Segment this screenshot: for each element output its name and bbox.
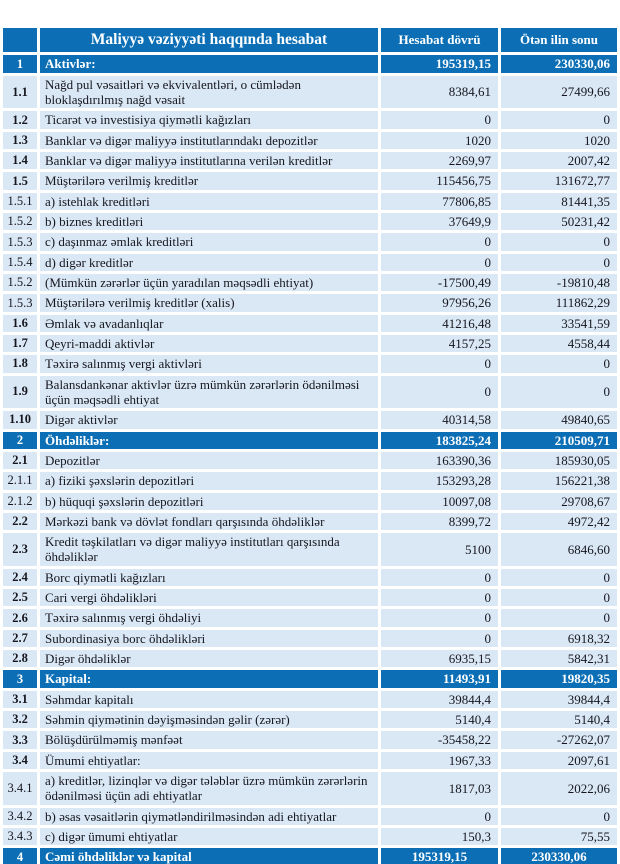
value-previous-year-end-cell: 19820,35 <box>501 670 617 687</box>
row-label-cell: a) fiziki şəxslərin depozitləri <box>40 472 378 489</box>
row-number-cell: 3 <box>3 670 37 687</box>
table-row <box>3 452 617 469</box>
row-number-cell: 2.4 <box>3 569 37 586</box>
column-header-previous-year-end: Ötən ilin sonu <box>501 28 617 52</box>
row-label-cell: Kapital: <box>40 670 378 687</box>
row-number-cell: 1.5 <box>3 172 37 189</box>
row-number-cell: 1.5.1 <box>3 193 37 210</box>
value-current-period-cell: 2269,97 <box>381 152 498 169</box>
value-current-period-cell: 10097,08 <box>381 493 498 510</box>
row-number-cell: 1.5.3 <box>3 294 37 311</box>
row-label-cell: Səhmin qiymətinin dəyişməsindən gəlir (zərər) <box>40 711 378 728</box>
value-current-period-cell: 4157,25 <box>381 335 498 352</box>
table-row <box>3 274 617 291</box>
row-number-cell: 1.5.3 <box>3 233 37 250</box>
table-row <box>3 848 617 864</box>
table-row <box>3 193 617 210</box>
financial-statement-table <box>0 25 620 864</box>
row-label-cell: Öhdəliklər: <box>40 432 378 449</box>
table-row <box>3 376 617 409</box>
row-number-cell: 3.1 <box>3 691 37 708</box>
row-number-cell: 3.4.1 <box>3 772 37 805</box>
table-row <box>3 472 617 489</box>
value-current-period-cell: 183825,24 <box>381 432 498 449</box>
table-row <box>3 711 617 728</box>
value-current-period-cell: 0 <box>381 630 498 647</box>
row-number-cell: 2.1 <box>3 452 37 469</box>
row-number-cell: 2.2 <box>3 513 37 530</box>
row-label-cell: c) daşınmaz əmlak kreditləri <box>40 233 378 250</box>
row-number-cell: 1.5.4 <box>3 254 37 271</box>
value-previous-year-end-cell: 49840,65 <box>501 411 617 428</box>
value-previous-year-end-cell: 210509,71 <box>501 432 617 449</box>
row-number-cell: 3.4 <box>3 752 37 769</box>
value-previous-year-end-cell: 230330,06 <box>501 55 617 72</box>
value-previous-year-end-cell: 29708,67 <box>501 493 617 510</box>
value-current-period-cell: -17500,49 <box>381 274 498 291</box>
value-previous-year-end-cell: 2022,06 <box>501 772 617 805</box>
value-previous-year-end-cell: 81441,35 <box>501 193 617 210</box>
table-body <box>3 55 617 864</box>
value-previous-year-end-cell: 0 <box>501 808 617 825</box>
value-previous-year-end-cell: 2007,42 <box>501 152 617 169</box>
table-row <box>3 609 617 626</box>
row-number-cell: 1.1 <box>3 76 37 109</box>
row-label-cell: Aktivlər: <box>40 55 378 72</box>
row-number-cell: 2.1.1 <box>3 472 37 489</box>
value-current-period-cell: 195319,15 <box>381 848 498 864</box>
value-current-period-cell: 77806,85 <box>381 193 498 210</box>
table-row <box>3 493 617 510</box>
value-previous-year-end-cell: 0 <box>501 111 617 128</box>
row-number-cell: 2.1.2 <box>3 493 37 510</box>
table-row <box>3 213 617 230</box>
row-label-cell: Digər öhdəliklər <box>40 650 378 667</box>
row-label-cell: Subordinasiya borc öhdəlikləri <box>40 630 378 647</box>
row-label-cell: Depozitlər <box>40 452 378 469</box>
row-number-cell: 4 <box>3 848 37 864</box>
table-row <box>3 569 617 586</box>
value-current-period-cell: 0 <box>381 254 498 271</box>
table-row <box>3 335 617 352</box>
value-previous-year-end-cell: 50231,42 <box>501 213 617 230</box>
table-row <box>3 55 617 72</box>
table-row <box>3 355 617 372</box>
table-row <box>3 172 617 189</box>
value-previous-year-end-cell: 4558,44 <box>501 335 617 352</box>
value-current-period-cell: 1817,03 <box>381 772 498 805</box>
row-number-cell: 3.3 <box>3 731 37 748</box>
table-row <box>3 294 617 311</box>
row-label-cell: Müştərilərə verilmiş kreditlər <box>40 172 378 189</box>
row-number-cell: 1.5.2 <box>3 274 37 291</box>
value-current-period-cell: 153293,28 <box>381 472 498 489</box>
table-row <box>3 111 617 128</box>
table-row <box>3 315 617 332</box>
value-previous-year-end-cell: 5140,4 <box>501 711 617 728</box>
table-row <box>3 254 617 271</box>
value-current-period-cell: 115456,75 <box>381 172 498 189</box>
row-label-cell: Ümumi ehtiyatlar: <box>40 752 378 769</box>
row-number-cell: 1.6 <box>3 315 37 332</box>
row-number-cell: 2.6 <box>3 609 37 626</box>
table-row <box>3 132 617 149</box>
value-previous-year-end-cell: 0 <box>501 254 617 271</box>
table-row <box>3 233 617 250</box>
value-previous-year-end-cell: 1020 <box>501 132 617 149</box>
row-label-cell: Mərkəzi bank və dövlət fondları qarşısında öhdəliklər <box>40 513 378 530</box>
value-previous-year-end-cell: 156221,38 <box>501 472 617 489</box>
row-label-cell: Təxirə salınmış vergi öhdəliyi <box>40 609 378 626</box>
table-row <box>3 533 617 566</box>
table-row <box>3 513 617 530</box>
value-previous-year-end-cell: 33541,59 <box>501 315 617 332</box>
table-row <box>3 828 617 845</box>
table-row <box>3 411 617 428</box>
row-number-cell: 2.5 <box>3 589 37 606</box>
value-current-period-cell: 0 <box>381 376 498 409</box>
value-previous-year-end-cell: 230330,06 <box>501 848 617 864</box>
table-row <box>3 670 617 687</box>
row-number-cell: 2.3 <box>3 533 37 566</box>
header-row <box>3 28 617 52</box>
row-number-cell: 2.7 <box>3 630 37 647</box>
table-row <box>3 432 617 449</box>
value-current-period-cell: 0 <box>381 808 498 825</box>
row-label-cell: Nağd pul vəsaitləri və ekvivalentləri, o cümlədən bloklaşdırılmış nağd vəsait <box>40 76 378 109</box>
value-current-period-cell: 0 <box>381 355 498 372</box>
value-current-period-cell: 97956,26 <box>381 294 498 311</box>
value-current-period-cell: 195319,15 <box>381 55 498 72</box>
row-label-cell: Bölüşdürülməmiş mənfəət <box>40 731 378 748</box>
value-previous-year-end-cell: 27499,66 <box>501 76 617 109</box>
column-header-current-period: Hesabat dövrü <box>381 28 498 52</box>
value-current-period-cell: 1020 <box>381 132 498 149</box>
value-current-period-cell: 0 <box>381 609 498 626</box>
value-previous-year-end-cell: 0 <box>501 233 617 250</box>
row-number-cell: 1.5.2 <box>3 213 37 230</box>
table-row <box>3 589 617 606</box>
row-label-cell: b) əsas vəsaitlərin qiymətləndirilməsindən adi ehtiyatlar <box>40 808 378 825</box>
value-previous-year-end-cell: 4972,42 <box>501 513 617 530</box>
row-number-cell: 2 <box>3 432 37 449</box>
value-current-period-cell: 37649,9 <box>381 213 498 230</box>
row-number-cell: 1.3 <box>3 132 37 149</box>
table-title: Maliyyə vəziyyəti haqqında hesabat <box>40 28 378 52</box>
value-current-period-cell: 8384,61 <box>381 76 498 109</box>
row-number-cell: 1.2 <box>3 111 37 128</box>
value-current-period-cell: 39844,4 <box>381 691 498 708</box>
row-number-cell: 3.2 <box>3 711 37 728</box>
value-current-period-cell: 5140,4 <box>381 711 498 728</box>
value-current-period-cell: 0 <box>381 233 498 250</box>
value-current-period-cell: 40314,58 <box>381 411 498 428</box>
row-number-cell: 1.9 <box>3 376 37 409</box>
row-label-cell: a) kreditlər, lizinqlər və digər tələblər üzrə mümkün zərərlərin ödənilməsi üçün adi ehtiyatlar <box>40 772 378 805</box>
row-number-cell: 1.4 <box>3 152 37 169</box>
row-label-cell: Balansdankənar aktivlər üzrə mümkün zərərlərin ödənilməsi üçün məqsədli ehtiyat <box>40 376 378 409</box>
row-number-cell: 1.10 <box>3 411 37 428</box>
value-previous-year-end-cell: 0 <box>501 376 617 409</box>
row-label-cell: Qeyri-maddi aktivlər <box>40 335 378 352</box>
value-current-period-cell: 163390,36 <box>381 452 498 469</box>
table-row <box>3 808 617 825</box>
row-label-cell: Banklar və digər maliyyə institutlarına verilən kreditlər <box>40 152 378 169</box>
value-current-period-cell: 6935,15 <box>381 650 498 667</box>
table-row <box>3 630 617 647</box>
row-number-cell: 3.4.3 <box>3 828 37 845</box>
row-label-cell: Borc qiymətli kağızları <box>40 569 378 586</box>
value-previous-year-end-cell: 185930,05 <box>501 452 617 469</box>
row-number-cell: 2.8 <box>3 650 37 667</box>
value-current-period-cell: 0 <box>381 111 498 128</box>
row-label-cell: Cəmi öhdəliklər və kapital <box>40 848 378 864</box>
row-number-cell: 1.7 <box>3 335 37 352</box>
value-previous-year-end-cell: 131672,77 <box>501 172 617 189</box>
value-current-period-cell: 11493,91 <box>381 670 498 687</box>
row-label-cell: Banklar və digər maliyyə institutlarındakı depozitlər <box>40 132 378 149</box>
table-row <box>3 731 617 748</box>
row-label-cell: a) istehlak kreditləri <box>40 193 378 210</box>
value-current-period-cell: -35458,22 <box>381 731 498 748</box>
value-previous-year-end-cell: -27262,07 <box>501 731 617 748</box>
value-previous-year-end-cell: 6918,32 <box>501 630 617 647</box>
table-row <box>3 650 617 667</box>
row-number-cell: 3.4.2 <box>3 808 37 825</box>
row-number-cell: 1 <box>3 55 37 72</box>
value-previous-year-end-cell: 5842,31 <box>501 650 617 667</box>
value-previous-year-end-cell: 0 <box>501 589 617 606</box>
row-label-cell: Təxirə salınmış vergi aktivləri <box>40 355 378 372</box>
header-empty-cell <box>3 28 37 52</box>
row-label-cell: d) digər kreditlər <box>40 254 378 271</box>
row-label-cell: Kredit təşkilatları və digər maliyyə institutları qarşısında öhdəliklər <box>40 533 378 566</box>
row-label-cell: Digər aktivlər <box>40 411 378 428</box>
table-header <box>3 28 617 52</box>
row-label-cell: Cari vergi öhdəlikləri <box>40 589 378 606</box>
value-previous-year-end-cell: 111862,29 <box>501 294 617 311</box>
value-previous-year-end-cell: 39844,4 <box>501 691 617 708</box>
table-row <box>3 691 617 708</box>
row-number-cell: 1.8 <box>3 355 37 372</box>
table-row <box>3 76 617 109</box>
value-previous-year-end-cell: 0 <box>501 609 617 626</box>
value-previous-year-end-cell: 75,55 <box>501 828 617 845</box>
value-current-period-cell: 5100 <box>381 533 498 566</box>
value-current-period-cell: 1967,33 <box>381 752 498 769</box>
value-current-period-cell: 150,3 <box>381 828 498 845</box>
value-previous-year-end-cell: 6846,60 <box>501 533 617 566</box>
value-previous-year-end-cell: 2097,61 <box>501 752 617 769</box>
table-row <box>3 772 617 805</box>
value-current-period-cell: 8399,72 <box>381 513 498 530</box>
row-label-cell: Ticarət və investisiya qiymətli kağızları <box>40 111 378 128</box>
row-label-cell: Müştərilərə verilmiş kreditlər (xalis) <box>40 294 378 311</box>
table-row <box>3 752 617 769</box>
value-current-period-cell: 0 <box>381 569 498 586</box>
row-label-cell: (Mümkün zərərlər üçün yaradılan məqsədli ehtiyat) <box>40 274 378 291</box>
row-label-cell: b) biznes kreditləri <box>40 213 378 230</box>
value-current-period-cell: 41216,48 <box>381 315 498 332</box>
row-label-cell: Səhmdar kapitalı <box>40 691 378 708</box>
row-label-cell: b) hüquqi şəxslərin depozitləri <box>40 493 378 510</box>
table-row <box>3 152 617 169</box>
value-previous-year-end-cell: 0 <box>501 355 617 372</box>
value-previous-year-end-cell: 0 <box>501 569 617 586</box>
row-label-cell: Əmlak və avadanlıqlar <box>40 315 378 332</box>
row-label-cell: c) digər ümumi ehtiyatlar <box>40 828 378 845</box>
value-current-period-cell: 0 <box>381 589 498 606</box>
value-previous-year-end-cell: -19810,48 <box>501 274 617 291</box>
